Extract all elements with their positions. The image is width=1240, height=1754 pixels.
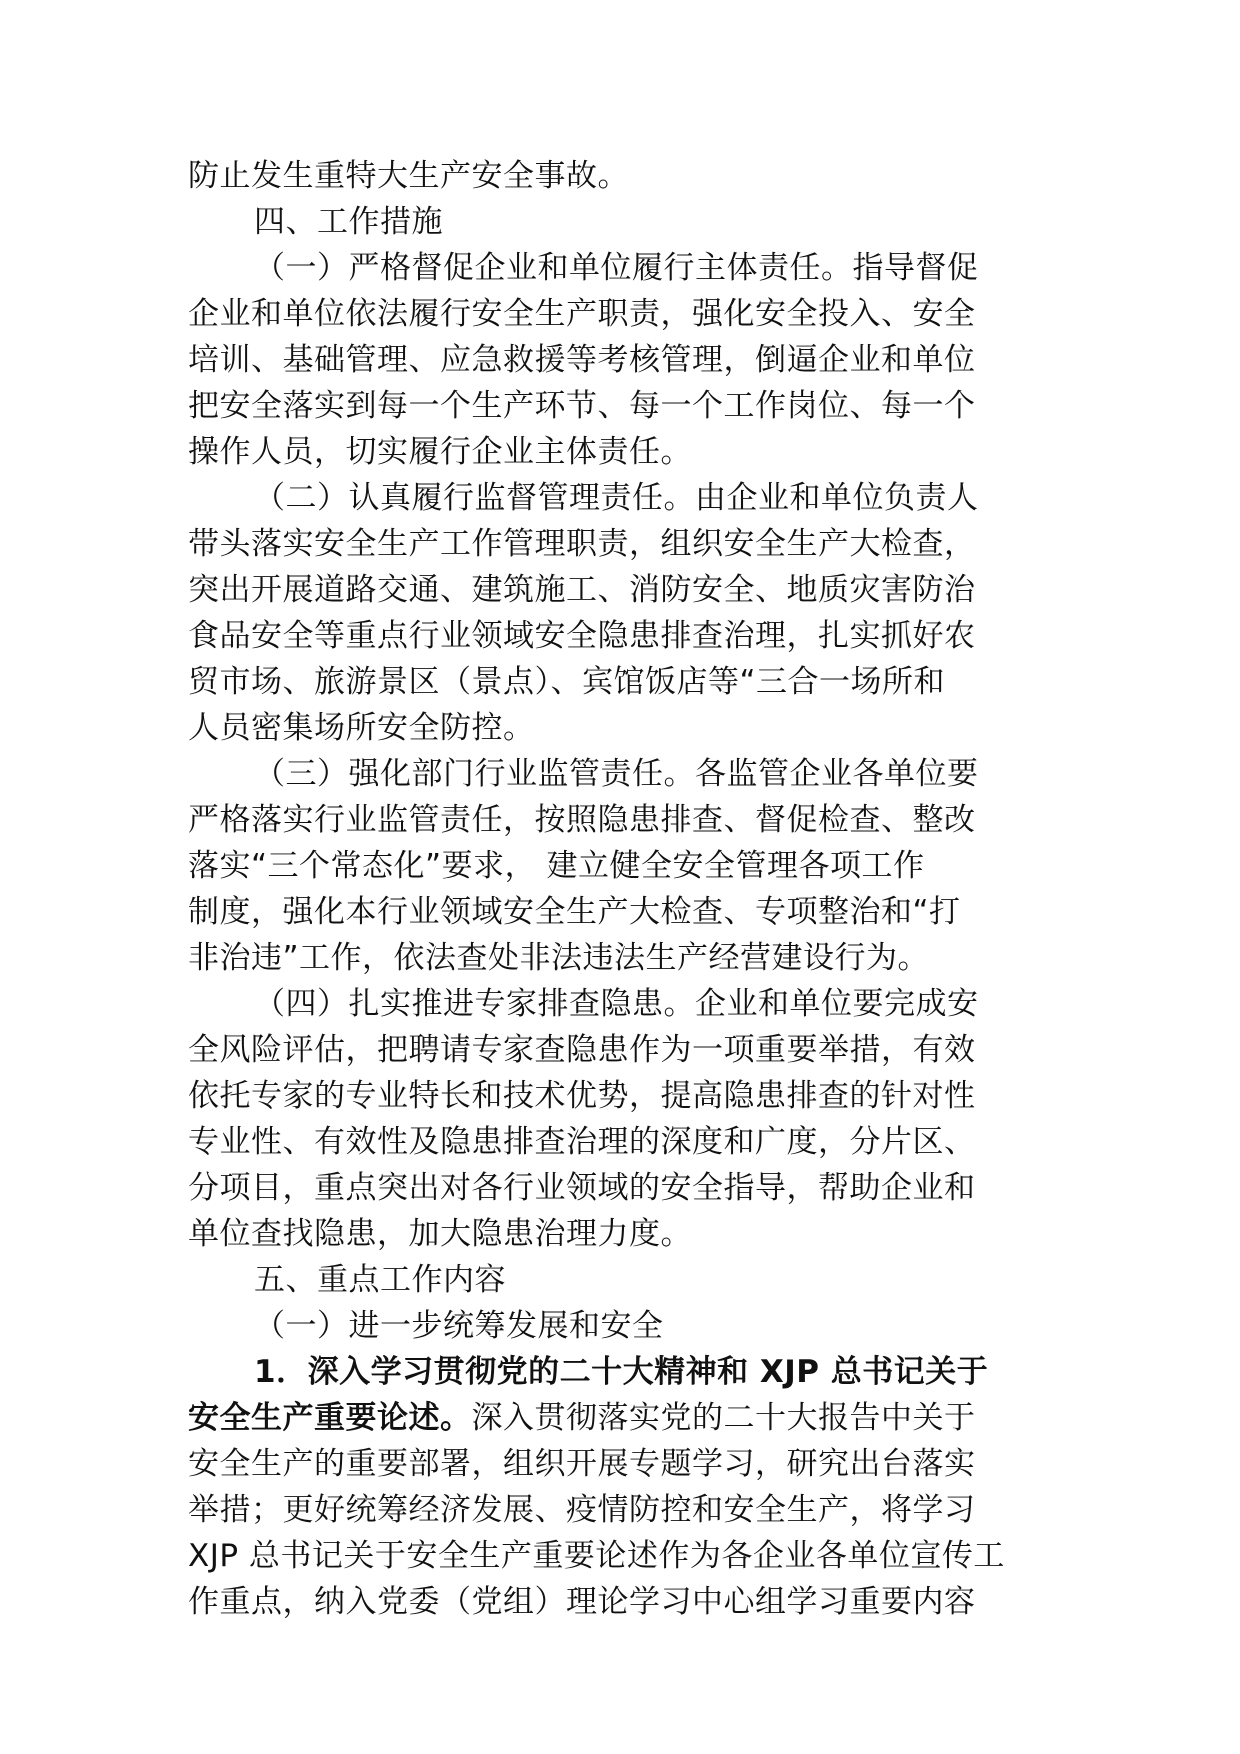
text-line: 作重点，纳入党委（党组）理论学习中心组学习重要内容 <box>188 1584 976 1620</box>
text-line: 操作人员，切实履行企业主体责任。 <box>188 434 692 470</box>
text-line: 严格落实行业监管责任，按照隐患排查、督促检查、整改 <box>188 802 976 838</box>
bold-heading-tail: 安全生产重要论述。 <box>188 1400 472 1436</box>
text-line: 分项目，重点突出对各行业领域的安全指导，帮助企业和 <box>188 1170 976 1206</box>
text-line: 防止发生重特大生产安全事故。 <box>188 158 629 194</box>
heading-continuation-line <box>188 1395 1058 1441</box>
text-line: 安全生产的重要部署，组织开展专题学习，研究出台落实 <box>188 1446 976 1482</box>
text-line: 全风险评估，把聘请专家查隐患作为一项重要举措，有效 <box>188 1032 976 1068</box>
text-line: 培训、基础管理、应急救援等考核管理，倒逼企业和单位 <box>188 342 976 378</box>
paragraph-lines <box>188 153 1058 1349</box>
text-line: XJP 总书记关于安全生产重要论述作为各企业各单位宣传工 <box>188 1538 1005 1574</box>
text-line: 食品安全等重点行业领域安全隐患排查治理，扎实抓好农 <box>188 618 976 654</box>
text-line: （二）认真履行监督管理责任。由企业和单位负责人 <box>254 480 979 516</box>
text-line: （三）强化部门行业监管责任。各监管企业各单位要 <box>254 756 979 792</box>
heading-rest-text: 深入贯彻落实党的二十大报告中关于 <box>471 1400 976 1436</box>
text-line: 五、重点工作内容 <box>254 1262 506 1298</box>
text-line: 人员密集场所安全防控。 <box>188 710 535 746</box>
text-line: 带头落实安全生产工作管理职责，组织安全生产大检查， <box>188 526 976 562</box>
text-line: 专业性、有效性及隐患排查治理的深度和广度，分片区、 <box>188 1124 976 1160</box>
text-line: 单位查找隐患，加大隐患治理力度。 <box>188 1216 692 1252</box>
text-line: 举措；更好统筹经济发展、疫情防控和安全生产，将学习 <box>188 1492 976 1528</box>
text-line: 贸市场、旅游景区（景点）、宾馆饭店等“三合一场所和 <box>188 664 946 700</box>
text-line: 落实“三个常态化”要求， 建立健全安全管理各项工作 <box>188 848 925 884</box>
text-line: 企业和单位依法履行安全生产职责，强化安全投入、安全 <box>188 296 976 332</box>
text-line: 突出开展道路交通、建筑施工、消防安全、地质灾害防治 <box>188 572 976 608</box>
text-line: 四、工作措施 <box>254 204 443 240</box>
text-line: （一）严格督促企业和单位履行主体责任。指导督促 <box>254 250 979 286</box>
document-body <box>188 153 1058 1625</box>
text-line: 依托专家的专业特长和技术优势，提高隐患排查的针对性 <box>188 1078 976 1114</box>
text-line: （四）扎实推进专家排查隐患。企业和单位要完成安 <box>254 986 979 1022</box>
text-line: 把安全落实到每一个生产环节、每一个工作岗位、每一个 <box>188 388 976 424</box>
text-line: （一）进一步统筹发展和安全 <box>254 1308 664 1344</box>
text-line: 制度，强化本行业领域安全生产大检查、专项整治和“打 <box>188 894 961 930</box>
bold-heading-line: 1．深入学习贯彻党的二十大精神和 XJP 总书记关于 <box>254 1354 989 1390</box>
text-line: 非治违”工作，依法查处非法违法生产经营建设行为。 <box>188 940 930 976</box>
